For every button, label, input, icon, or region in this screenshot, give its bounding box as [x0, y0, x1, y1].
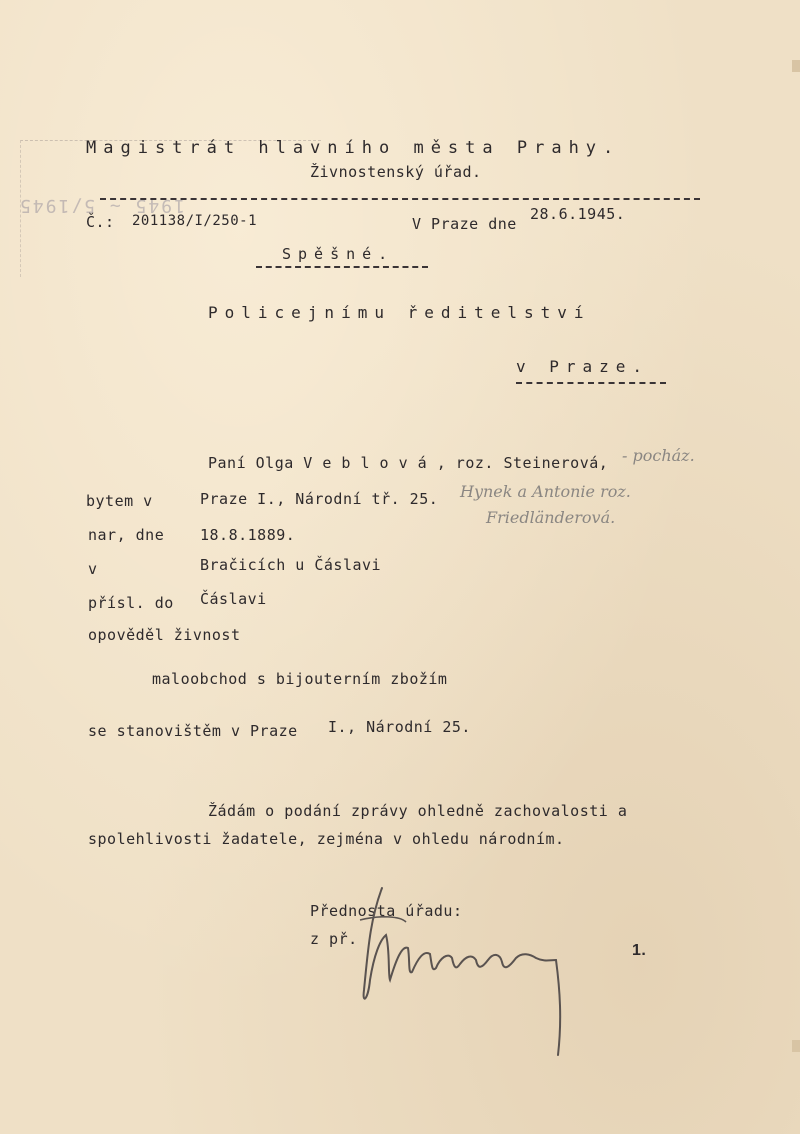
urgency-underline — [256, 266, 428, 268]
edge-notch — [792, 60, 800, 72]
document-date: 28.6.1945. — [530, 205, 626, 223]
header-rule — [100, 198, 700, 200]
ref-prefix: Č.: — [86, 213, 115, 231]
addressee-underline — [516, 382, 666, 384]
applicant-birth-date: 18.8.1889. — [200, 526, 296, 544]
label-domicile: přísl. do — [88, 594, 174, 612]
applicant-address: Praze I., Národní tř. 25. — [200, 490, 439, 508]
applicant-birth-place: Bračicích u Čáslavi — [200, 556, 382, 574]
reference-number: 201138/I/250-1 — [132, 213, 258, 229]
label-birth-date: nar, dne — [88, 526, 165, 544]
edge-notch — [792, 1040, 800, 1052]
location-prefix: se stanovištěm v Praze — [88, 722, 298, 740]
addressee-line2: v Praze. — [516, 357, 650, 376]
department-title: Živnostenský úřad. — [310, 163, 482, 181]
bleed-through-mark: 1945 ~ 5/1945 — [18, 195, 185, 216]
on-behalf-mark: z př. — [310, 930, 358, 948]
applicant-domicile: Čáslavi — [200, 590, 267, 608]
handwritten-signature — [340, 880, 580, 1065]
label-residence: bytem v — [86, 492, 153, 510]
request-line2: spolehlivosti žadatele, zejména v ohledu národním. — [88, 830, 565, 848]
label-birth-place: v — [88, 560, 98, 578]
handwritten-note-line2: Hynek a Antonie roz. — [460, 482, 631, 501]
office-title: Magistrát hlavního města Prahy. — [86, 138, 621, 158]
applicant-trade: maloobchod s bijouterním zbožím — [152, 670, 448, 688]
trade-location: I., Národní 25. — [328, 718, 471, 736]
handwritten-note-line1: - pocház. — [622, 446, 695, 465]
signatory-title: Přednosta úřadu: — [310, 902, 463, 920]
handwritten-note-line3: Friedländerová. — [486, 508, 616, 527]
place-date-label: V Praze dne — [412, 215, 517, 233]
page-number: 1. — [632, 942, 647, 959]
request-line1: Žádám o podání zprávy ohledně zachovalosti a — [208, 802, 628, 820]
urgency-mark: Spěšné. — [282, 245, 395, 263]
addressee-line1: Policejnímu ředitelství — [208, 303, 591, 322]
applicant-name: Paní Olga V e b l o v á , roz. Steinerová, — [208, 454, 609, 472]
label-trade: opověděl živnost — [88, 626, 241, 644]
